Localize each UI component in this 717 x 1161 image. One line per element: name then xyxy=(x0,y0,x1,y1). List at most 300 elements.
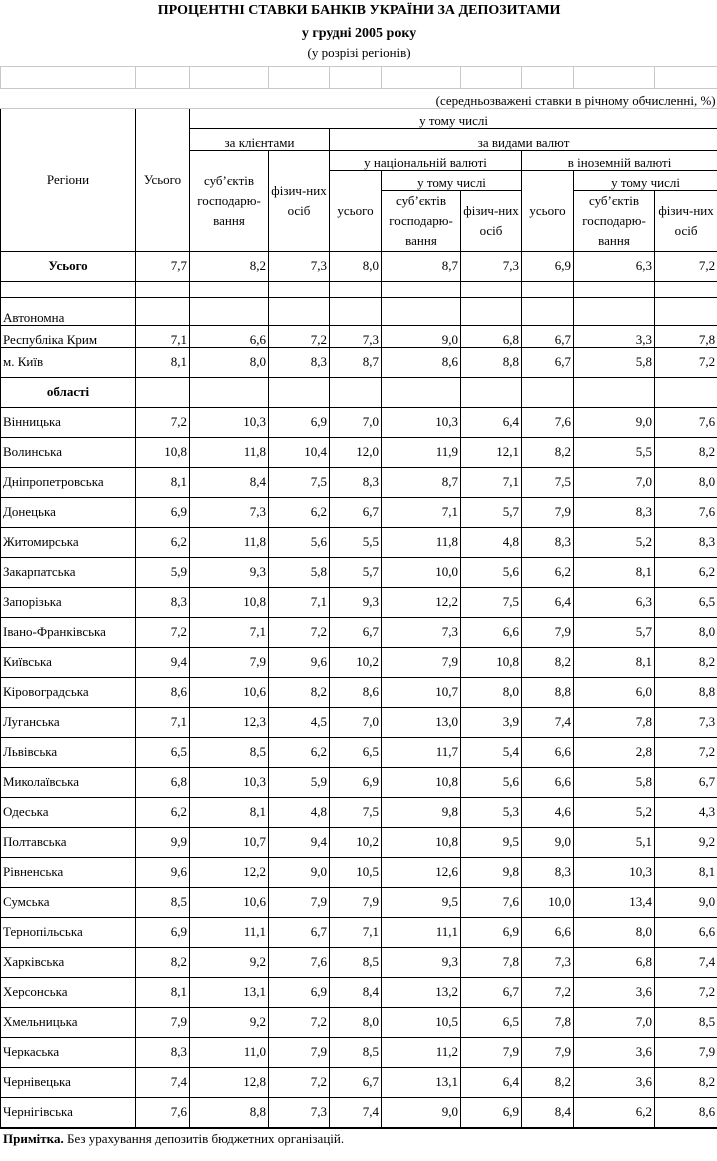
cell-value: 6,9 xyxy=(461,917,522,947)
cell-value: 8,3 xyxy=(330,467,382,497)
cell-value: 5,8 xyxy=(574,347,655,377)
cell-value: 9,8 xyxy=(382,797,461,827)
cell-value: 7,2 xyxy=(522,977,574,1007)
cell-value: 5,6 xyxy=(461,557,522,587)
cell-value: 8,1 xyxy=(190,797,269,827)
cell-value: 8,1 xyxy=(574,647,655,677)
row-name: Одеська xyxy=(1,797,136,827)
cell-value: 3,3 xyxy=(574,325,655,347)
cell-value: 6,4 xyxy=(461,407,522,437)
cell-value: 7,2 xyxy=(269,1007,330,1037)
cell-value: 7,1 xyxy=(136,325,190,347)
cell-value: 4,3 xyxy=(655,797,717,827)
cell-value: 5,6 xyxy=(461,767,522,797)
cell-value: 7,3 xyxy=(522,947,574,977)
cell-value: 6,6 xyxy=(461,617,522,647)
cell-value: 6,4 xyxy=(461,1067,522,1097)
crimea-row xyxy=(1,325,717,347)
cell-value: 6,7 xyxy=(522,347,574,377)
cell-value: 12,8 xyxy=(190,1067,269,1097)
cell-value: 7,3 xyxy=(330,325,382,347)
cell-value: 6,5 xyxy=(461,1007,522,1037)
cell-value: 7,3 xyxy=(269,1097,330,1127)
cell-value: 10,4 xyxy=(269,437,330,467)
header-foreign-total: усього xyxy=(522,170,574,251)
cell-value: 8,0 xyxy=(655,467,717,497)
cell-value: 8,3 xyxy=(269,347,330,377)
cell-value: 10,2 xyxy=(330,827,382,857)
cell-value: 7,9 xyxy=(461,1037,522,1067)
table-row xyxy=(1,647,717,677)
cell-value: 6,9 xyxy=(136,497,190,527)
table-row xyxy=(1,587,717,617)
header-total: Усього xyxy=(136,108,190,251)
cell-value: 10,3 xyxy=(190,767,269,797)
cell-value: 7,9 xyxy=(269,1037,330,1067)
cell-value: 8,2 xyxy=(190,251,269,281)
row-name: Черкаська xyxy=(1,1037,136,1067)
cell-value: 7,1 xyxy=(382,497,461,527)
cell-value: 9,0 xyxy=(574,407,655,437)
row-name: Запорізька xyxy=(1,587,136,617)
cell-value: 8,2 xyxy=(655,1067,717,1097)
cell-value: 8,0 xyxy=(655,617,717,647)
cell-value: 11,9 xyxy=(382,437,461,467)
row-name: Усього xyxy=(1,251,136,281)
cell-value: 10,6 xyxy=(190,887,269,917)
row-name: Полтавська xyxy=(1,827,136,857)
cell-value: 10,8 xyxy=(382,767,461,797)
cell-value: 13,1 xyxy=(190,977,269,1007)
cell-value: 7,6 xyxy=(522,407,574,437)
table-row xyxy=(1,977,717,1007)
cell-value: 3,6 xyxy=(574,977,655,1007)
cell-value: 7,8 xyxy=(522,1007,574,1037)
cell-value: 8,3 xyxy=(574,497,655,527)
table-row xyxy=(1,1037,717,1067)
cell-value: 9,0 xyxy=(269,857,330,887)
cell-value: 8,5 xyxy=(655,1007,717,1037)
row-name: Херсонська xyxy=(1,977,136,1007)
cell-value: 12,0 xyxy=(330,437,382,467)
cell-value: 6,2 xyxy=(136,797,190,827)
units-note: (середньозважені ставки в річному обчисленні, %) xyxy=(1,88,717,108)
cell-value: 9,9 xyxy=(136,827,190,857)
cell-value: 6,2 xyxy=(574,1097,655,1127)
cell-value: 7,4 xyxy=(136,1067,190,1097)
cell-value: 6,5 xyxy=(136,737,190,767)
cell-value: 6,2 xyxy=(522,557,574,587)
cell-value: 7,9 xyxy=(382,647,461,677)
header-national-individuals: фізич-них осіб xyxy=(461,190,522,251)
cell-value: 9,2 xyxy=(655,827,717,857)
cell-value: 8,3 xyxy=(136,587,190,617)
cell-value: 6,9 xyxy=(136,917,190,947)
cell-value: 6,0 xyxy=(574,677,655,707)
cell-value: 7,2 xyxy=(655,977,717,1007)
cell-value: 10,3 xyxy=(190,407,269,437)
footnote-label: Примітка. xyxy=(3,1130,64,1146)
cell-value: 7,6 xyxy=(655,497,717,527)
footnote-text: Без урахування депозитів бюджетних організацій. xyxy=(63,1130,345,1146)
cell-value: 7,9 xyxy=(136,1007,190,1037)
cell-value: 7,9 xyxy=(522,1037,574,1067)
row-name: Чернівецька xyxy=(1,1067,136,1097)
row-name: Волинська xyxy=(1,437,136,467)
row-name: м. Київ xyxy=(1,347,136,377)
table-row xyxy=(1,857,717,887)
cell-value: 8,8 xyxy=(190,1097,269,1127)
row-name: Вінницька xyxy=(1,407,136,437)
row-name: Кіровоградська xyxy=(1,677,136,707)
cell-value: 10,3 xyxy=(574,857,655,887)
header-including: у тому числі xyxy=(190,108,717,128)
cell-value: 8,5 xyxy=(136,887,190,917)
cell-value: 5,8 xyxy=(574,767,655,797)
cell-value: 4,8 xyxy=(269,797,330,827)
cell-value: 3,9 xyxy=(461,707,522,737)
kyiv-city-row xyxy=(1,347,717,377)
cell-value: 6,7 xyxy=(330,1067,382,1097)
row-name: Київська xyxy=(1,647,136,677)
header-entities: суб’єктів господарю-вання xyxy=(190,150,269,251)
cell-value: 12,1 xyxy=(461,437,522,467)
cell-value: 7,1 xyxy=(330,917,382,947)
cell-value: 9,0 xyxy=(382,1097,461,1127)
cell-value: 6,2 xyxy=(269,737,330,767)
header-national-including: у тому числі xyxy=(382,170,522,190)
cell-value: 8,1 xyxy=(136,467,190,497)
section-label: області xyxy=(1,377,136,407)
cell-value: 6,9 xyxy=(522,251,574,281)
row-name: Житомирська xyxy=(1,527,136,557)
header-foreign-entities: суб’єктів господарю-вання xyxy=(574,190,655,251)
cell-value: 10,2 xyxy=(330,647,382,677)
table-row xyxy=(1,1067,717,1097)
cell-value: 9,0 xyxy=(522,827,574,857)
cell-value: 8,0 xyxy=(574,917,655,947)
cell-value: 7,5 xyxy=(461,587,522,617)
header-foreign-individuals: фізич-них осіб xyxy=(655,190,717,251)
cell-value: 6,2 xyxy=(136,527,190,557)
header-regions: Регіони xyxy=(1,108,136,251)
cell-value: 7,3 xyxy=(382,617,461,647)
cell-value: 12,2 xyxy=(382,587,461,617)
cell-value: 6,9 xyxy=(461,1097,522,1127)
cell-value: 8,7 xyxy=(382,251,461,281)
cell-value: 8,0 xyxy=(330,1007,382,1037)
cell-value: 12,2 xyxy=(190,857,269,887)
cell-value: 6,5 xyxy=(655,587,717,617)
cell-value: 8,3 xyxy=(655,527,717,557)
cell-value: 8,5 xyxy=(190,737,269,767)
cell-value: 5,7 xyxy=(574,617,655,647)
cell-value: 5,7 xyxy=(461,497,522,527)
cell-value: 7,9 xyxy=(522,617,574,647)
table-row xyxy=(1,1097,717,1127)
cell-value: 7,0 xyxy=(574,1007,655,1037)
cell-value: 7,7 xyxy=(136,251,190,281)
cell-value: 7,2 xyxy=(136,617,190,647)
cell-value: 7,6 xyxy=(461,887,522,917)
cell-value: 9,6 xyxy=(136,857,190,887)
table-row xyxy=(1,887,717,917)
cell-value: 6,7 xyxy=(330,497,382,527)
cell-value: 6,8 xyxy=(461,325,522,347)
cell-value: 10,5 xyxy=(382,1007,461,1037)
row-name: Сумська xyxy=(1,887,136,917)
cell-value: 7,0 xyxy=(574,467,655,497)
cell-value: 6,9 xyxy=(269,407,330,437)
cell-value: 7,5 xyxy=(522,467,574,497)
cell-value: 7,0 xyxy=(330,407,382,437)
table-row xyxy=(1,737,717,767)
cell-value: 7,3 xyxy=(190,497,269,527)
cell-value: 8,4 xyxy=(190,467,269,497)
cell-value: 4,8 xyxy=(461,527,522,557)
cell-value: 9,5 xyxy=(461,827,522,857)
cell-value: 10,8 xyxy=(461,647,522,677)
cell-value: 9,4 xyxy=(269,827,330,857)
cell-value: 5,4 xyxy=(461,737,522,767)
row-name: Рівненська xyxy=(1,857,136,887)
cell-value: 5,5 xyxy=(574,437,655,467)
cell-value: 7,1 xyxy=(461,467,522,497)
cell-value: 6,6 xyxy=(522,917,574,947)
cell-value: 8,2 xyxy=(269,677,330,707)
cell-value: 8,7 xyxy=(382,467,461,497)
total-row xyxy=(1,251,717,281)
cell-value: 6,6 xyxy=(522,767,574,797)
cell-value: 7,8 xyxy=(655,325,717,347)
cell-value: 10,7 xyxy=(382,677,461,707)
table-row xyxy=(1,917,717,947)
cell-value: 6,6 xyxy=(522,737,574,767)
cell-value: 7,9 xyxy=(655,1037,717,1067)
row-name: Тернопільська xyxy=(1,917,136,947)
page-subtitle-regions: (у розрізі регіонів) xyxy=(307,46,411,60)
cell-value: 5,3 xyxy=(461,797,522,827)
cell-value: 6,7 xyxy=(269,917,330,947)
cell-value: 10,6 xyxy=(190,677,269,707)
table-row xyxy=(1,407,717,437)
table-row xyxy=(1,677,717,707)
cell-value: 5,2 xyxy=(574,527,655,557)
cell-value: 10,5 xyxy=(330,857,382,887)
cell-value: 8,8 xyxy=(655,677,717,707)
header-national-currency: у національній валюті xyxy=(330,150,522,170)
cell-value: 6,7 xyxy=(655,767,717,797)
cell-value: 5,5 xyxy=(330,527,382,557)
row-name: Львівська xyxy=(1,737,136,767)
cell-value: 6,9 xyxy=(330,767,382,797)
row-name: Луганська xyxy=(1,707,136,737)
cell-value: 8,4 xyxy=(522,1097,574,1127)
header-individuals: фізич-них осіб xyxy=(269,150,330,251)
cell-value: 7,1 xyxy=(136,707,190,737)
cell-value: 7,2 xyxy=(655,737,717,767)
cell-value: 8,8 xyxy=(461,347,522,377)
cell-value: 7,2 xyxy=(269,617,330,647)
cell-value: 8,0 xyxy=(190,347,269,377)
row-name: Івано-Франківська xyxy=(1,617,136,647)
cell-value: 7,1 xyxy=(269,587,330,617)
cell-value: 6,8 xyxy=(574,947,655,977)
cell-value: 13,4 xyxy=(574,887,655,917)
header-national-total: усього xyxy=(330,170,382,251)
cell-value: 10,8 xyxy=(382,827,461,857)
cell-value: 7,9 xyxy=(522,497,574,527)
row-name: Хмельницька xyxy=(1,1007,136,1037)
cell-value: 9,3 xyxy=(382,947,461,977)
row-name: Миколаївська xyxy=(1,767,136,797)
cell-value: 7,6 xyxy=(136,1097,190,1127)
row-name: Донецька xyxy=(1,497,136,527)
oblasts-label-row xyxy=(1,377,717,407)
cell-value: 5,9 xyxy=(136,557,190,587)
row-name: Чернігівська xyxy=(1,1097,136,1127)
cell-value: 11,8 xyxy=(382,527,461,557)
cell-value: 10,3 xyxy=(382,407,461,437)
cell-value: 11,2 xyxy=(382,1037,461,1067)
cell-value: 6,5 xyxy=(330,737,382,767)
cell-value: 7,4 xyxy=(330,1097,382,1127)
cell-value: 9,2 xyxy=(190,1007,269,1037)
cell-value: 6,4 xyxy=(522,587,574,617)
cell-value: 6,2 xyxy=(269,497,330,527)
cell-value: 7,8 xyxy=(461,947,522,977)
cell-value: 6,7 xyxy=(330,617,382,647)
cell-value: 3,6 xyxy=(574,1067,655,1097)
cell-value: 8,0 xyxy=(330,251,382,281)
cell-value: 8,2 xyxy=(522,647,574,677)
cell-value: 11,7 xyxy=(382,737,461,767)
cell-value: 7,5 xyxy=(269,467,330,497)
cell-value: 9,2 xyxy=(190,947,269,977)
header-foreign-currency: в іноземній валюті xyxy=(522,150,717,170)
cell-value: 6,6 xyxy=(655,917,717,947)
cell-value: 8,0 xyxy=(461,677,522,707)
cell-value: 6,8 xyxy=(136,767,190,797)
cell-value: 7,9 xyxy=(190,647,269,677)
row-name: Закарпатська xyxy=(1,557,136,587)
footnote xyxy=(0,1128,717,1146)
cell-value: 10,7 xyxy=(190,827,269,857)
cell-value: 11,1 xyxy=(190,917,269,947)
cell-value: 11,8 xyxy=(190,437,269,467)
table-row xyxy=(1,767,717,797)
cell-value: 6,3 xyxy=(574,251,655,281)
header-by-clients: за клієнтами xyxy=(190,128,330,150)
cell-value: 7,0 xyxy=(330,707,382,737)
cell-value: 4,5 xyxy=(269,707,330,737)
table-row xyxy=(1,827,717,857)
cell-value: 8,1 xyxy=(574,557,655,587)
cell-value: 5,2 xyxy=(574,797,655,827)
cell-value: 9,0 xyxy=(382,325,461,347)
table-row xyxy=(1,527,717,557)
cell-value: 9,6 xyxy=(269,647,330,677)
cell-value: 12,3 xyxy=(190,707,269,737)
table-row xyxy=(1,707,717,737)
cell-value: 13,0 xyxy=(382,707,461,737)
cell-value: 7,6 xyxy=(655,407,717,437)
page-title: ПРОЦЕНТНІ СТАВКИ БАНКІВ УКРАЇНИ ЗА ДЕПОЗИТАМИ xyxy=(157,3,561,18)
cell-value: 8,6 xyxy=(655,1097,717,1127)
table-row xyxy=(1,617,717,647)
cell-value: 8,6 xyxy=(136,677,190,707)
table-row xyxy=(1,797,717,827)
cell-value: 5,6 xyxy=(269,527,330,557)
cell-value: 9,8 xyxy=(461,857,522,887)
cell-value: 10,0 xyxy=(522,887,574,917)
cell-value: 3,6 xyxy=(574,1037,655,1067)
cell-value: 8,5 xyxy=(330,947,382,977)
cell-value: 5,1 xyxy=(574,827,655,857)
cell-value: 9,5 xyxy=(382,887,461,917)
cell-value: 8,1 xyxy=(136,977,190,1007)
cell-value: 8,2 xyxy=(522,437,574,467)
table-row xyxy=(1,557,717,587)
cell-value: 6,2 xyxy=(655,557,717,587)
cell-value: 7,2 xyxy=(136,407,190,437)
cell-value: 9,3 xyxy=(330,587,382,617)
header-by-currency: за видами валют xyxy=(330,128,717,150)
row-name: Харківська xyxy=(1,947,136,977)
row-name: Автономна xyxy=(1,297,136,325)
header-foreign-including: у тому числі xyxy=(574,170,717,190)
cell-value: 8,1 xyxy=(136,347,190,377)
cell-value: 8,6 xyxy=(330,677,382,707)
cell-value: 5,7 xyxy=(330,557,382,587)
cell-value: 7,1 xyxy=(190,617,269,647)
cell-value: 9,3 xyxy=(190,557,269,587)
cell-value: 7,9 xyxy=(330,887,382,917)
cell-value: 6,6 xyxy=(190,325,269,347)
table-row xyxy=(1,467,717,497)
cell-value: 6,7 xyxy=(461,977,522,1007)
cell-value: 7,2 xyxy=(655,251,717,281)
cell-value: 12,6 xyxy=(382,857,461,887)
cell-value: 7,2 xyxy=(655,347,717,377)
cell-value: 11,1 xyxy=(382,917,461,947)
cell-value: 6,3 xyxy=(574,587,655,617)
cell-value: 7,3 xyxy=(655,707,717,737)
cell-value: 7,3 xyxy=(269,251,330,281)
cell-value: 8,8 xyxy=(522,677,574,707)
cell-value: 8,3 xyxy=(522,857,574,887)
cell-value: 8,2 xyxy=(655,647,717,677)
cell-value: 8,3 xyxy=(522,527,574,557)
cell-value: 11,0 xyxy=(190,1037,269,1067)
cell-value: 6,7 xyxy=(522,325,574,347)
table-row xyxy=(1,1007,717,1037)
cell-value: 5,9 xyxy=(269,767,330,797)
cell-value: 8,6 xyxy=(382,347,461,377)
cell-value: 8,5 xyxy=(330,1037,382,1067)
cell-value: 10,8 xyxy=(136,437,190,467)
cell-value: 8,1 xyxy=(655,857,717,887)
cell-value: 7,4 xyxy=(522,707,574,737)
cell-value: 13,1 xyxy=(382,1067,461,1097)
row-name: Дніпропетровська xyxy=(1,467,136,497)
cell-value: 7,4 xyxy=(655,947,717,977)
page-subtitle: у грудні 2005 року xyxy=(301,26,417,41)
cell-value: 13,2 xyxy=(382,977,461,1007)
cell-value: 7,6 xyxy=(269,947,330,977)
cell-value: 8,4 xyxy=(330,977,382,1007)
cell-value: 6,9 xyxy=(269,977,330,1007)
